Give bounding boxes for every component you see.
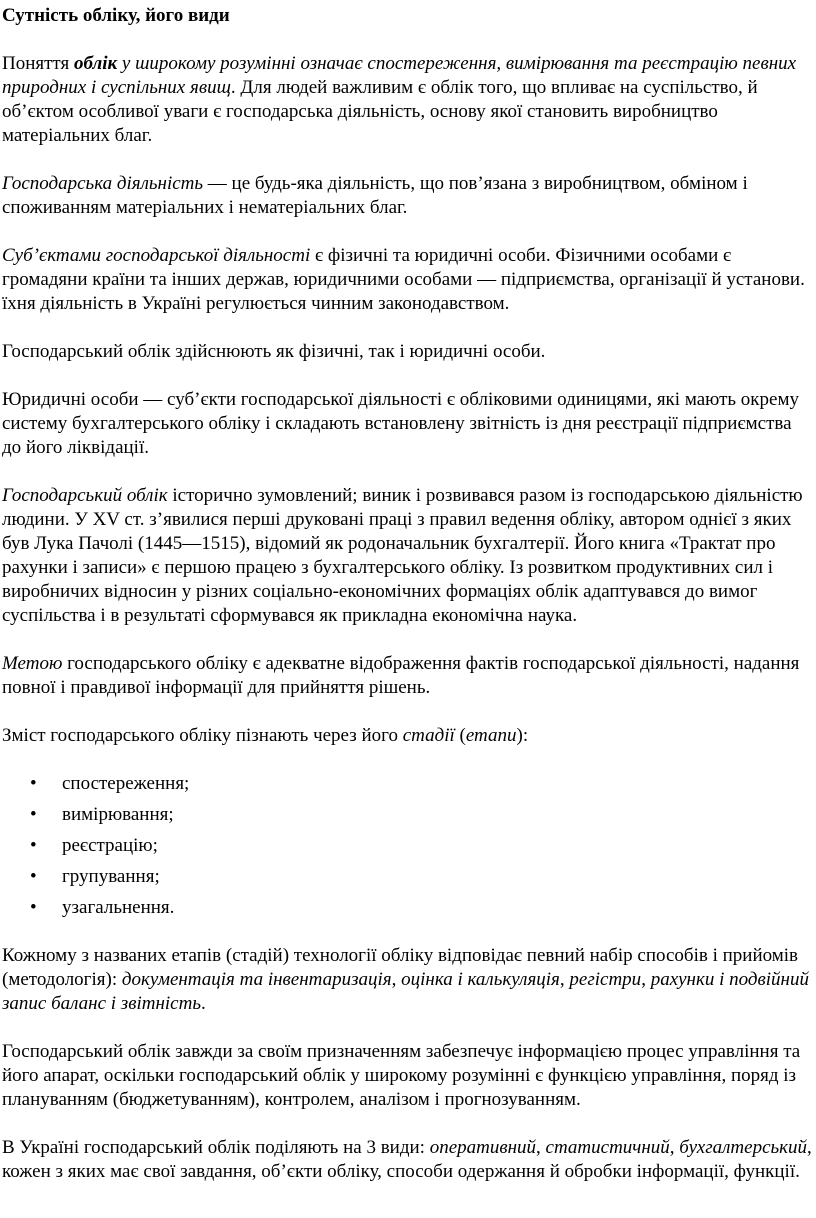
paragraph-methodology [2, 944, 814, 1016]
term-operational: оперативний [429, 1137, 537, 1158]
list-item-label: узагальнення. [62, 897, 175, 918]
text-run: Зміст господарського обліку пізнають через його [2, 725, 403, 746]
term-economic-activity: Господарська діяльність [2, 173, 204, 194]
list-item [2, 834, 814, 858]
list-item-label: реєстрацію; [62, 835, 158, 856]
text-run: . [200, 993, 206, 1014]
list-item [2, 803, 814, 827]
text-run: є фізичні та юридичні особи. Фізичними особами є громадяни країни та інших держав, юридичними особами — підприємства, організації й установи. їхня діяльність в Україні регулюється чинним законодавством. [2, 245, 805, 314]
paragraph-who-keeps-records: Господарський облік здійснюють як фізичні, так і юридичні особи. [2, 341, 546, 362]
term-documentation: документація та інвентаризація [121, 969, 392, 990]
text-run: Кожному з названих етапів (стадій) технології обліку відповідає певний набір способів і прийомів (методологія): [2, 945, 799, 990]
term-economic-accounting: Господарський облік [2, 485, 168, 506]
text-run: , [559, 969, 570, 990]
paragraph-management: Господарський облік завжди за своїм призначенням забезпечує інформацією процес управління та його апарат, оскільки господарський облік у широкому розумінні є функцією управління, поряд із плануванням (бюджетуванням), контролем, аналізом і прогнозуванням. [2, 1041, 801, 1110]
bullet-icon: • [30, 773, 37, 794]
list-item-label: групування; [62, 866, 160, 887]
list-item [2, 865, 814, 889]
paragraph-economic-activity [2, 172, 814, 220]
paragraph-stages-intro [2, 724, 814, 748]
text-run: , [536, 1137, 546, 1158]
list-item [2, 896, 814, 920]
term-subjects: Суб’єктами господарської діяльності [2, 245, 311, 266]
term-stages: стадії [402, 725, 455, 746]
list-item [2, 772, 814, 796]
paragraph-goal [2, 652, 814, 700]
term-goal: Метою [2, 653, 63, 674]
text-run: Поняття [2, 53, 74, 74]
text-run: В Україні господарський облік поділяють на 3 види: [2, 1137, 430, 1158]
text-run: господарського обліку є адекватне відображення фактів господарської діяльності, надання повної і правдивої інформації для прийняття рішень. [2, 653, 800, 698]
text-run: історично зумовлений; виник і розвивався разом із господарською діяльністю людини. У XV ст. з’явилися перші друковані праці з правил ведення обліку, автором однієї з яких був Лука Пачолі (1445—1515), відомий як родоначальник бухгалтерії. Його книга «Трактат про рахунки і записи» є першою працею з бухгалтерського обліку. Із розвитком продуктивних сил і виробничих відносин у різних соціально-економічних формаціях облік адаптувався до вимог суспільства і в результаті сформувався як прикладна економічна наука. [2, 485, 803, 626]
term-etapy: етапи [465, 725, 517, 746]
text-run: — це будь-яка діяльність, що пов’язана з виробництвом, обміном і споживанням матеріальних і нематеріальних благ. [2, 173, 748, 218]
bullet-icon: • [30, 804, 37, 825]
paragraph-legal-entities: Юридичні особи — суб’єкти господарської діяльності є обліковими одиницями, які мають окрему систему бухгалтерського обліку і складають встановлену звітність із дня реєстрації підприємства до його ліквідації. [2, 389, 799, 458]
text-run: , [391, 969, 402, 990]
term-statistical: статистичний [545, 1137, 670, 1158]
paragraph-definition [2, 52, 814, 148]
text-run: , кожен з яких має свої завдання, об’єкти обліку, способи одержання й обробки інформації, функції. [2, 1137, 812, 1182]
text-run: . Для людей важливим є облік того, що впливає на суспільство, й об’єктом особливої уваги є господарська діяльність, основу якої становить виробництво матеріальних благ. [2, 77, 758, 146]
bullet-icon: • [30, 866, 37, 887]
term-accounts: рахунки і подвійний запис баланс і звітність [2, 969, 809, 1014]
paragraph-types [2, 1136, 814, 1184]
text-run: , [669, 1137, 680, 1158]
term-registers: регістри [569, 969, 642, 990]
term-oblik: облік [73, 53, 118, 74]
list-item-label: вимірювання; [62, 804, 174, 825]
term-bookkeeping: бухгалтерський [679, 1137, 808, 1158]
paragraph-history [2, 484, 814, 628]
paragraph-subjects [2, 244, 814, 316]
text-run: ): [516, 725, 529, 746]
term-valuation: оцінка і калькуляція [401, 969, 560, 990]
bullet-icon: • [30, 835, 37, 856]
definition-italic: у широкому розумінні означає спостереження, вимірювання та реєстрацію певних природних і суспільних явищ [2, 53, 797, 98]
text-run: ( [454, 725, 466, 746]
stages-list [2, 772, 814, 920]
text-run: , [641, 969, 651, 990]
list-item-label: спостереження; [62, 773, 190, 794]
document-title: Сутність обліку, його види [2, 5, 230, 26]
bullet-icon: • [30, 897, 37, 918]
